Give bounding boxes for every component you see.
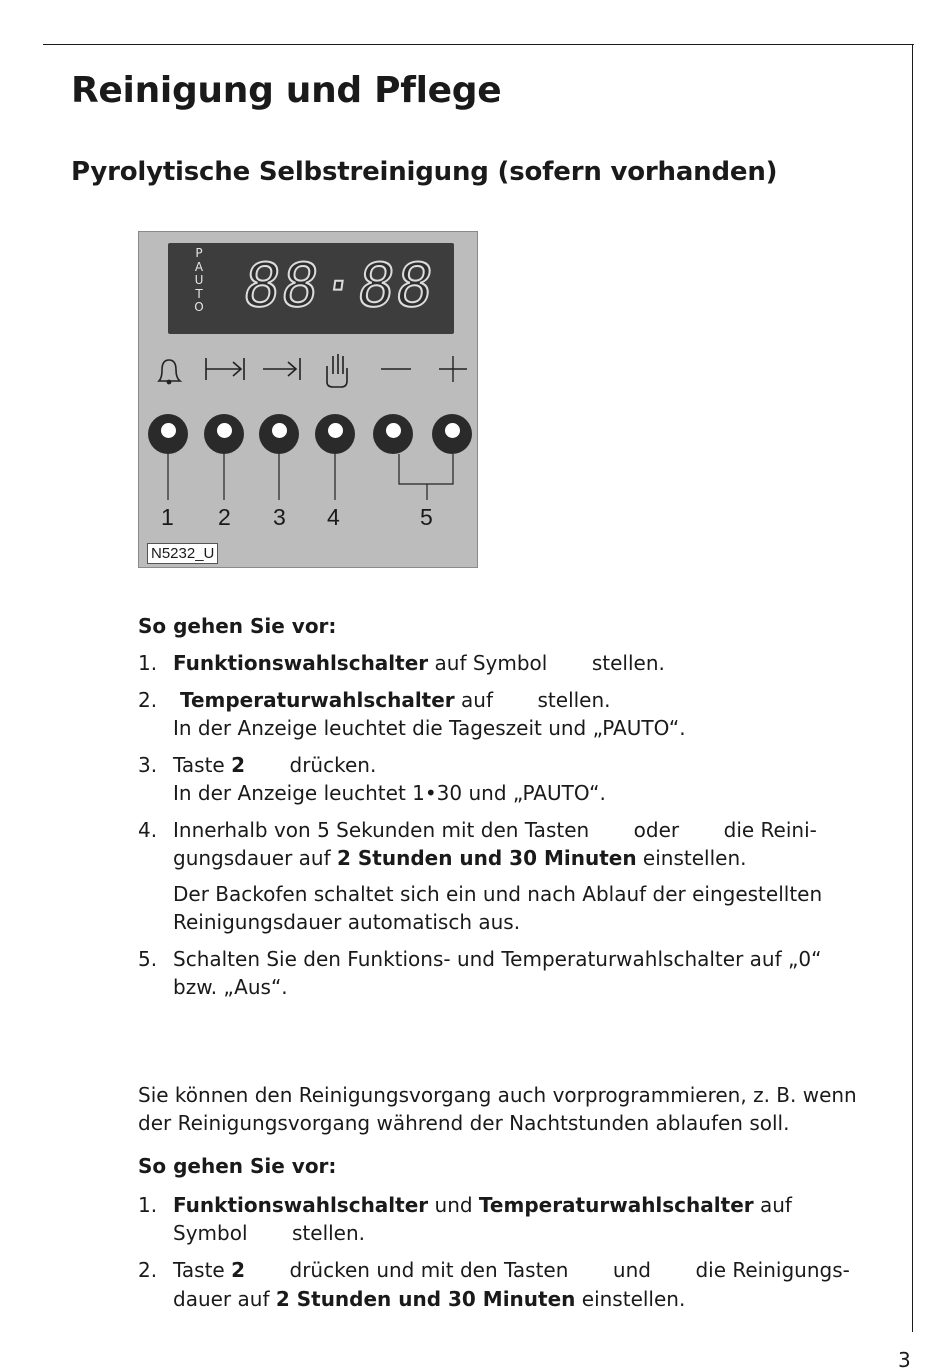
section1-heading: So gehen Sie vor: <box>138 614 337 638</box>
step-line <box>173 945 821 974</box>
step-text: Schalten Sie den Funktions- und Temperaturwahlschalter auf „0“ <box>173 947 822 971</box>
step-number: 1. <box>138 651 158 675</box>
button-number-1: 1 <box>161 504 174 530</box>
step-number: 1. <box>138 1193 158 1217</box>
step-text: Taste <box>173 1258 232 1282</box>
step-line <box>173 908 520 937</box>
step-line <box>173 844 747 873</box>
step-bold-text: Funktionswahlschalter <box>173 651 429 675</box>
side-rule <box>912 44 913 1332</box>
pauto-letter: T <box>195 286 203 301</box>
step-bold-text: 2 <box>231 753 246 777</box>
pauto-letter: P <box>195 246 203 260</box>
step-line <box>173 1256 850 1285</box>
step-text: Innerhalb von 5 Sekunden mit den Tasten oder die Reini- <box>173 818 817 842</box>
step-line <box>173 751 376 780</box>
step-line <box>173 714 686 743</box>
control-panel-figure <box>138 231 478 568</box>
step-text: auf <box>753 1193 792 1217</box>
step-line <box>173 816 817 845</box>
intro2-line-1: Sie können den Reinigungsvorgang auch vorprogrammieren, z. B. wenn <box>138 1083 857 1107</box>
pauto-letter: A <box>194 259 204 274</box>
step-line <box>173 973 288 1002</box>
step-line <box>173 649 665 678</box>
section2-heading: So gehen Sie vor: <box>138 1154 337 1178</box>
step-bold-text: 2 Stunden und 30 Minuten <box>337 846 637 870</box>
step-line <box>173 1191 792 1220</box>
button-number-2: 2 <box>218 504 231 530</box>
step-text: drücken und mit den Tasten und die Reinigungs- <box>245 1258 850 1282</box>
step-text: Symbol stellen. <box>173 1221 366 1245</box>
step-text: dauer auf <box>173 1287 276 1311</box>
pauto-letter: O <box>194 300 204 314</box>
step-text: Reinigungsdauer automatisch aus. <box>173 910 521 934</box>
step-text: auf Symbol stellen. <box>428 651 665 675</box>
page-title: Reinigung und Pflege <box>71 70 502 111</box>
step-text: Der Backofen schaltet sich ein und nach Ablauf der eingestellten <box>173 882 823 906</box>
step-text: Taste <box>173 753 232 777</box>
step-text: auf stellen. <box>454 688 611 712</box>
page-number: 3 <box>898 1348 911 1372</box>
pauto-letter: U <box>194 273 204 287</box>
step-text: drücken. <box>245 753 377 777</box>
figure-code: N5232_U <box>147 543 218 564</box>
step-number: 2. <box>138 688 158 712</box>
step-bold-text: Temperaturwahlschalter <box>173 688 455 712</box>
step-line <box>173 779 606 808</box>
step-bold-text: Funktionswahlschalter <box>173 1193 429 1217</box>
step-line <box>173 686 611 715</box>
step-line <box>173 880 822 909</box>
step-text: einstellen. <box>636 846 747 870</box>
section-subtitle: Pyrolytische Selbstreinigung (sofern vorhanden) <box>71 157 778 187</box>
step-number: 5. <box>138 947 158 971</box>
step-number: 4. <box>138 818 158 842</box>
step-text: bzw. „Aus“. <box>173 975 288 999</box>
button-number-3: 3 <box>273 504 286 530</box>
step-line <box>173 1219 365 1248</box>
step-text: und <box>428 1193 479 1217</box>
display-digits: 88·88 <box>239 251 440 321</box>
intro2-line-2: der Reinigungsvorgang während der Nachtstunden ablaufen soll. <box>138 1111 790 1135</box>
step-text: In der Anzeige leuchtet 1•30 und „PAUTO“. <box>173 781 606 805</box>
button-number-4: 4 <box>327 504 340 530</box>
step-text: gungsdauer auf <box>173 846 338 870</box>
step-text: einstellen. <box>575 1287 686 1311</box>
step-number: 3. <box>138 753 158 777</box>
step-text: In der Anzeige leuchtet die Tageszeit und „PAUTO“. <box>173 716 686 740</box>
step-line <box>173 1285 685 1314</box>
top-rule <box>43 44 914 45</box>
step-number: 2. <box>138 1258 158 1282</box>
step-bold-text: Temperaturwahlschalter <box>478 1193 754 1217</box>
step-bold-text: 2 Stunden und 30 Minuten <box>275 1287 576 1311</box>
button-number-5: 5 <box>420 504 433 530</box>
step-bold-text: 2 <box>231 1258 246 1282</box>
